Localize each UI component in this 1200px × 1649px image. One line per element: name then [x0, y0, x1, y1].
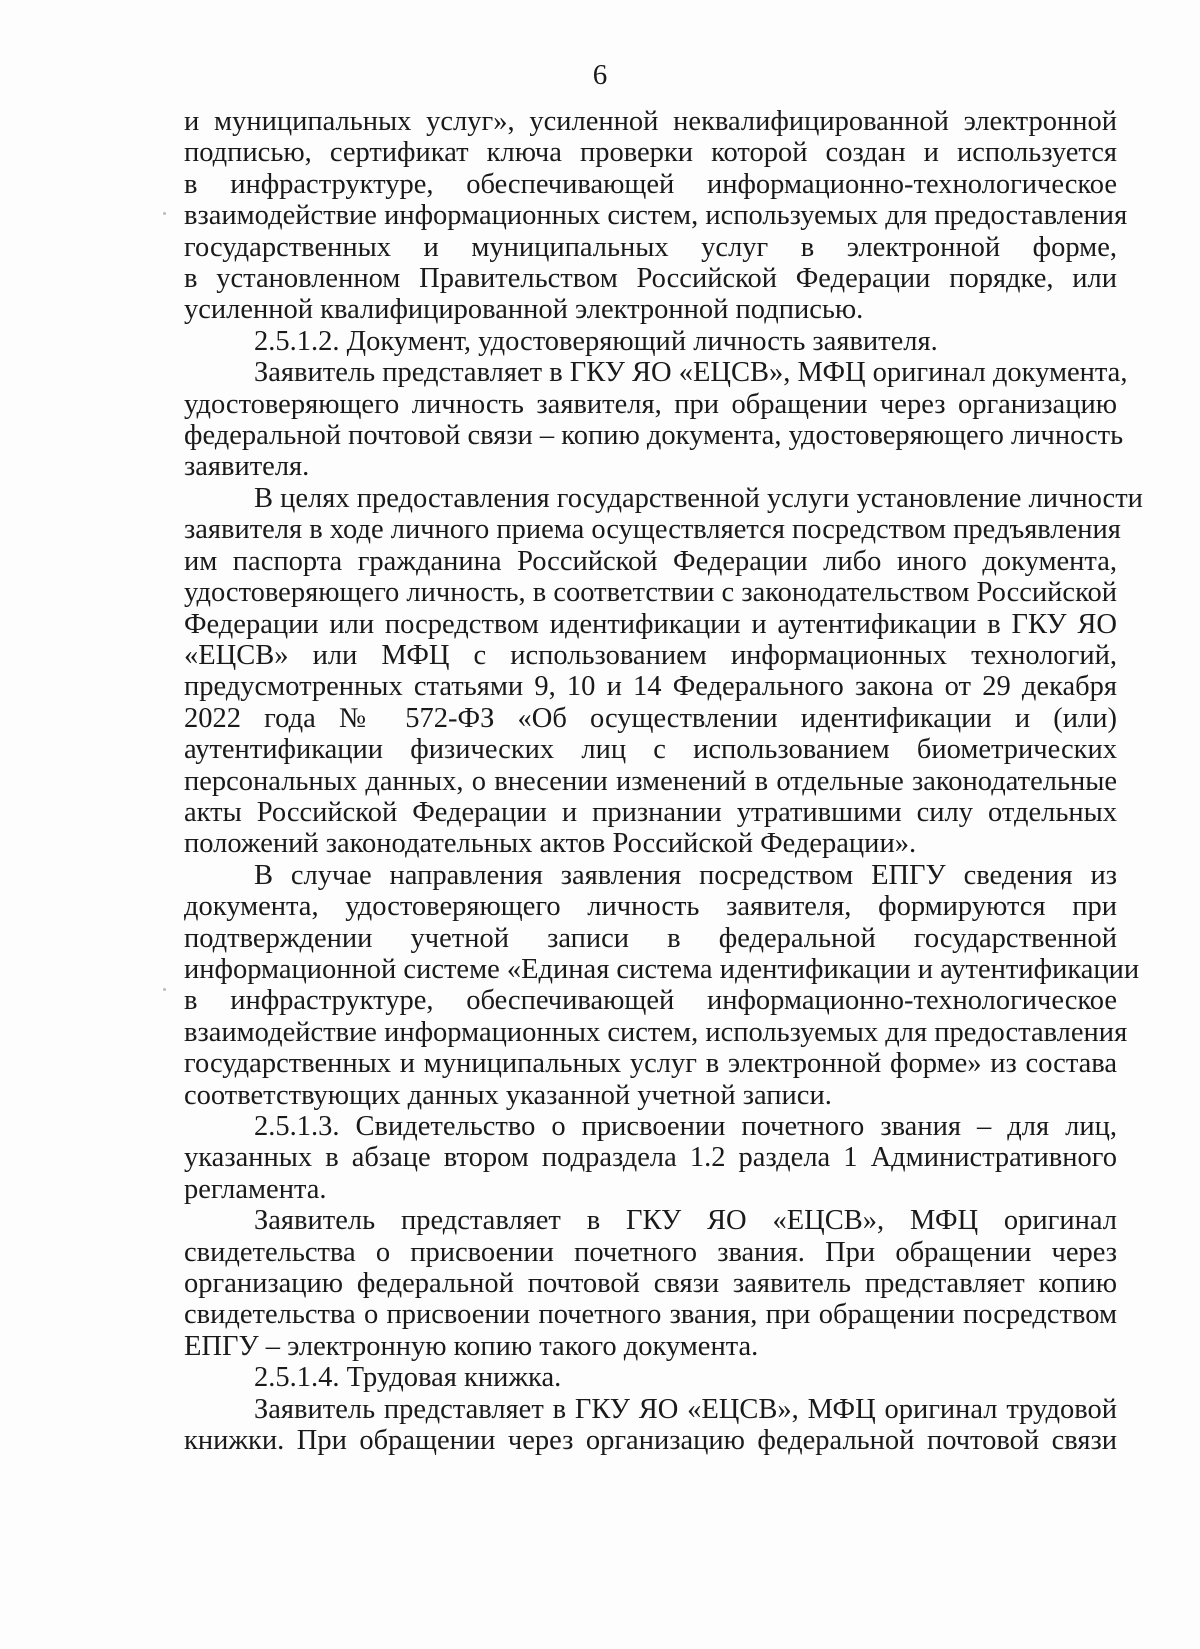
paragraph — [184, 859, 1140, 1111]
text-line: 2.5.1.4. Трудовая книжка. — [254, 1362, 562, 1394]
text-line: Федерации или посредством идентификации и аутентификации в ГКУ ЯО — [184, 608, 1117, 640]
text-line: подписью, сертификат ключа проверки которой создан и используется — [184, 137, 1117, 169]
text-line: акты Российской Федерации и признании утратившими силу отдельных — [184, 796, 1117, 828]
text-line: заявителя. — [184, 451, 310, 483]
text-line: взаимодействие информационных систем, используемых для предоставления — [184, 1016, 1128, 1048]
text-line: «ЕЦСВ» или МФЦ с использованием информационных технологий, — [184, 639, 1117, 671]
text-line: взаимодействие информационных систем, используемых для предоставления — [184, 200, 1128, 232]
page-number: 6 — [592, 59, 608, 91]
text-line: усиленной квалифицированной электронной подписью. — [184, 294, 864, 326]
text-line: организацию федеральной почтовой связи заявитель представляет копию — [184, 1268, 1117, 1300]
paragraph — [184, 1394, 1117, 1457]
text-line: информационной системе «Единая система идентификации и аутентификации — [184, 953, 1140, 985]
text-line: 2.5.1.3. Свидетельство о присвоении почетного звания – для лиц, — [254, 1111, 1117, 1142]
text-line: книжки. При обращении через организацию федеральной почтовой связи — [184, 1425, 1117, 1457]
text-line: удостоверяющего личность, в соответствии с законодательством Российской — [184, 577, 1117, 609]
text-line: подтверждении учетной записи в федеральной государственной — [184, 922, 1117, 954]
text-line: 2.5.1.2. Документ, удостоверяющий личность заявителя. — [254, 325, 938, 357]
text-line: Заявитель представляет в ГКУ ЯО «ЕЦСВ», МФЦ оригинал — [254, 1205, 1117, 1237]
paragraph — [184, 1111, 1117, 1205]
paragraph — [184, 482, 1143, 860]
scan-margin-mark — [163, 212, 166, 215]
text-line: аутентификации физических лиц с использованием биометрических — [184, 734, 1117, 766]
text-line: документа, удостоверяющего личность заявителя, формируются при — [184, 891, 1117, 923]
text-line: федеральной почтовой связи – копию документа, удостоверяющего личность — [184, 420, 1124, 452]
text-line: ЕПГУ – электронную копию такого документа. — [184, 1330, 759, 1362]
text-line: в инфраструктуре, обеспечивающей информационно-технологическое — [184, 985, 1117, 1017]
paragraph — [184, 106, 1128, 326]
text-line: В случае направления заявления посредством ЕПГУ сведения из — [254, 859, 1117, 891]
document-body — [184, 106, 1143, 1457]
text-line: заявителя в ходе личного приема осуществляется посредством предъявления — [184, 514, 1121, 546]
text-line: указанных в абзаце втором подраздела 1.2 раздела 1 Административного — [184, 1142, 1117, 1174]
paragraph — [184, 1205, 1117, 1362]
paragraph — [184, 326, 1117, 357]
text-line: 2022 года № 572-ФЗ «Об осуществлении идентификации и (или) — [184, 702, 1117, 734]
text-line: в установленном Правительством Российской Федерации порядке, или — [184, 263, 1117, 295]
text-line: свидетельства о присвоении почетного звания, при обращении посредством — [184, 1299, 1117, 1331]
text-line: соответствующих данных указанной учетной записи. — [184, 1079, 832, 1111]
paragraph — [184, 1362, 1117, 1393]
paragraph — [184, 357, 1128, 483]
text-line: удостоверяющего личность заявителя, при обращении через организацию — [184, 388, 1117, 420]
text-line: государственных и муниципальных услуг в электронной форме» из состава — [184, 1048, 1117, 1080]
text-line: Заявитель представляет в ГКУ ЯО «ЕЦСВ», МФЦ оригинал трудовой — [254, 1393, 1117, 1425]
text-line: в инфраструктуре, обеспечивающей информационно-технологическое — [184, 168, 1117, 200]
text-line: В целях предоставления государственной услуги установление личности — [254, 482, 1143, 514]
text-line: предусмотренных статьями 9, 10 и 14 Федерального закона от 29 декабря — [184, 671, 1117, 703]
text-line: им паспорта гражданина Российской Федерации либо иного документа, — [184, 545, 1117, 577]
text-line: регламента. — [184, 1173, 327, 1205]
text-line: положений законодательных актов Российской Федерации». — [184, 828, 917, 860]
scan-margin-mark — [163, 988, 166, 991]
text-line: и муниципальных услуг», усиленной неквалифицированной электронной — [184, 106, 1117, 137]
text-line: Заявитель представляет в ГКУ ЯО «ЕЦСВ», МФЦ оригинал документа, — [254, 357, 1128, 389]
text-line: государственных и муниципальных услуг в электронной форме, — [184, 231, 1117, 263]
text-line: свидетельства о присвоении почетного звания. При обращении через — [184, 1236, 1117, 1268]
text-line: персональных данных, о внесении изменений в отдельные законодательные — [184, 765, 1117, 797]
